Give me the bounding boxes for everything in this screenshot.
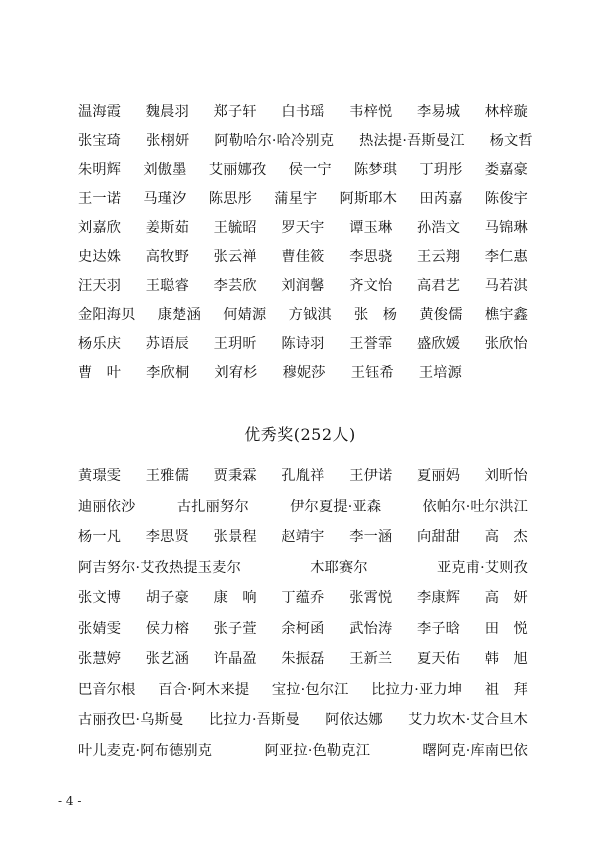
awardee-name: 刘润馨	[281, 277, 325, 294]
awardee-name: 康 响	[213, 590, 257, 607]
awardee-name: 韦梓悦	[349, 103, 393, 120]
awardee-name: 余柯函	[281, 620, 325, 637]
awardee-name: 王培源	[418, 364, 463, 381]
awardee-name: 陈思彤	[208, 190, 252, 207]
awardee-name: 比拉力·亚力坤	[371, 681, 463, 698]
awardee-name: 李芸欣	[213, 277, 257, 294]
awardee-name: 王伊诺	[349, 468, 393, 485]
name-row	[78, 704, 528, 735]
awardee-name: 朱振磊	[281, 651, 325, 668]
awardee-name: 李子晗	[416, 620, 461, 637]
awardee-name: 侯力榕	[145, 620, 189, 637]
awardee-name: 王誉霏	[349, 335, 393, 352]
awardee-name: 刘昕怡	[484, 468, 528, 485]
awardee-name: 赵靖宇	[281, 529, 325, 546]
awardee-name: 黄璟雯	[78, 468, 122, 485]
name-row	[78, 357, 528, 386]
awardee-name: 李欣桐	[146, 364, 190, 381]
awardee-name: 金阳海贝	[78, 306, 136, 323]
awardee-name: 武怡涛	[349, 620, 393, 637]
awardee-name: 王雅儒	[145, 468, 189, 485]
awardee-name: 王玥昕	[213, 335, 257, 352]
awardee-name: 夏丽妈	[416, 468, 461, 485]
awardee-name: 陈俊宇	[484, 190, 528, 207]
awardee-name: 魏晨羽	[145, 103, 189, 120]
awardee-name: 许晶盈	[213, 651, 257, 668]
awardee-name: 侯一宁	[288, 161, 332, 178]
awardee-name: 史达姝	[78, 248, 122, 265]
awardee-name: 曹 叶	[78, 364, 122, 381]
awardee-name: 张艺涵	[145, 651, 189, 668]
awardee-name: 黄俊儒	[419, 306, 463, 323]
awardee-name: 张云禅	[213, 248, 257, 265]
awardee-name: 李易城	[416, 103, 461, 120]
section-title-excellence-award: 优秀奖(252人)	[244, 425, 356, 444]
awardee-name: 夏天佑	[416, 651, 461, 668]
name-row	[78, 613, 528, 644]
awardee-name: 刘嘉欣	[78, 219, 122, 236]
awardee-name: 李思贤	[145, 529, 189, 546]
awardee-name: 丁玥彤	[419, 161, 463, 178]
awardee-name: 齐文怡	[349, 277, 393, 294]
awardee-name: 樵宇鑫	[484, 306, 528, 323]
awardee-name: 艾丽娜孜	[208, 161, 267, 178]
award-name-list-top	[78, 96, 533, 386]
awardee-name: 郑子轩	[213, 103, 257, 120]
awardee-name: 杨乐庆	[78, 335, 122, 352]
awardee-name: 马锦琳	[484, 219, 528, 236]
awardee-name: 温海霞	[78, 103, 122, 120]
awardee-name: 谭玉琳	[349, 219, 393, 236]
awardee-name: 穆妮莎	[282, 364, 326, 381]
awardee-name: 娄嘉豪	[484, 161, 528, 178]
awardee-name: 曙阿克·库南巴依	[422, 742, 528, 759]
awardee-name: 张 杨	[354, 306, 398, 323]
awardee-name: 高牧野	[145, 248, 189, 265]
awardee-name: 王一诺	[78, 190, 122, 207]
awardee-name: 阿勒哈尔·哈冷别克	[214, 132, 335, 149]
awardee-name: 姜斯茹	[145, 219, 189, 236]
awardee-name: 盛欣媛	[416, 335, 461, 352]
awardee-name: 阿吉努尔·艾孜热提玉麦尔	[78, 559, 241, 576]
awardee-name: 伊尔夏提·亚森	[290, 498, 382, 515]
awardee-name: 王新兰	[349, 651, 393, 668]
awardee-name: 王云翔	[416, 248, 461, 265]
name-row	[78, 183, 528, 212]
award-name-list-excellence	[78, 460, 528, 765]
awardee-name: 罗天宇	[281, 219, 325, 236]
awardee-name: 苏语辰	[145, 335, 189, 352]
awardee-name: 刘傲墨	[143, 161, 187, 178]
awardee-name: 高 妍	[484, 590, 528, 607]
awardee-name: 阿斯耶木	[339, 190, 398, 207]
name-row	[78, 491, 528, 522]
awardee-name: 艾力坎木·艾合旦木	[408, 712, 528, 729]
awardee-name: 孙浩文	[416, 219, 461, 236]
name-row	[78, 212, 528, 241]
awardee-name: 陈诗羽	[281, 335, 325, 352]
awardee-name: 李一涵	[349, 529, 393, 546]
awardee-name: 陈梦琪	[354, 161, 398, 178]
awardee-name: 张欣怡	[484, 335, 528, 352]
name-row	[78, 460, 528, 491]
name-row	[78, 328, 528, 357]
awardee-name: 贾秉霖	[213, 468, 257, 485]
awardee-name: 祖 拜	[484, 681, 528, 698]
awardee-name: 孔胤祥	[281, 468, 325, 485]
awardee-name: 李康辉	[416, 590, 461, 607]
name-row	[78, 735, 528, 766]
name-row	[78, 521, 528, 552]
awardee-name: 张景程	[213, 529, 257, 546]
awardee-name: 张慧婷	[78, 651, 122, 668]
awardee-name: 古扎丽努尔	[176, 498, 249, 515]
awardee-name: 何婧源	[223, 306, 267, 323]
awardee-name: 李仁惠	[484, 248, 528, 265]
awardee-name: 宝拉·包尔江	[271, 681, 349, 698]
awardee-name: 王钰希	[350, 364, 394, 381]
awardee-name: 曹佳筱	[281, 248, 325, 265]
awardee-name: 马瑾汐	[143, 190, 187, 207]
awardee-name: 亚克甫·艾则孜	[436, 559, 528, 576]
awardee-name: 巴音尔根	[78, 681, 136, 698]
awardee-name: 张文博	[78, 590, 122, 607]
name-row	[78, 125, 533, 154]
awardee-name: 热法提·吾斯曼江	[359, 132, 465, 149]
awardee-name: 李思骁	[349, 248, 393, 265]
page-number: - 4 -	[58, 794, 82, 808]
awardee-name: 蒲星宇	[274, 190, 318, 207]
name-row	[78, 674, 528, 705]
awardee-name: 刘宥杉	[214, 364, 258, 381]
awardee-name: 木耶赛尔	[310, 559, 368, 576]
awardee-name: 依帕尔·吐尔洪江	[422, 498, 528, 515]
name-row	[78, 96, 528, 125]
awardee-name: 田 悦	[484, 620, 528, 637]
awardee-name: 张栩妍	[146, 132, 190, 149]
awardee-name: 王聪睿	[145, 277, 189, 294]
awardee-name: 韩 旭	[484, 651, 528, 668]
awardee-name: 比拉力·吾斯曼	[208, 712, 300, 729]
awardee-name: 向甜甜	[416, 529, 461, 546]
awardee-name: 阿亚拉·色勒克江	[264, 742, 371, 759]
awardee-name: 马若淇	[484, 277, 528, 294]
awardee-name: 高 杰	[484, 529, 528, 546]
awardee-name: 张霄悦	[349, 590, 393, 607]
awardee-name: 丁蕴乔	[281, 590, 325, 607]
awardee-name: 白书瑶	[281, 103, 325, 120]
awardee-name: 百合·阿木来提	[158, 681, 250, 698]
awardee-name: 迪丽依沙	[78, 498, 136, 515]
name-row	[78, 299, 528, 328]
name-row	[78, 552, 528, 583]
awardee-name: 康楚涵	[157, 306, 201, 323]
awardee-name: 张子萱	[213, 620, 257, 637]
awardee-name: 朱明辉	[78, 161, 122, 178]
awardee-name: 林梓璇	[484, 103, 528, 120]
name-row	[78, 241, 528, 270]
awardee-name: 王毓昭	[213, 219, 257, 236]
name-row	[78, 270, 528, 299]
awardee-name: 胡子豪	[145, 590, 189, 607]
awardee-name: 杨一凡	[78, 529, 122, 546]
name-row	[78, 154, 528, 183]
awardee-name: 汪天羽	[78, 277, 122, 294]
awardee-name: 张宝琦	[78, 132, 122, 149]
awardee-name: 方钺淇	[288, 306, 332, 323]
name-row	[78, 582, 528, 613]
awardee-name: 阿依达娜	[325, 712, 383, 729]
awardee-name: 高君艺	[416, 277, 461, 294]
awardee-name: 叶儿麦克·阿布德别克	[78, 742, 213, 759]
awardee-name: 古丽孜巴·乌斯曼	[78, 712, 184, 729]
awardee-name: 杨文哲	[489, 132, 533, 149]
awardee-name: 张婧雯	[78, 620, 122, 637]
awardee-name: 田芮嘉	[419, 190, 463, 207]
name-row	[78, 643, 528, 674]
